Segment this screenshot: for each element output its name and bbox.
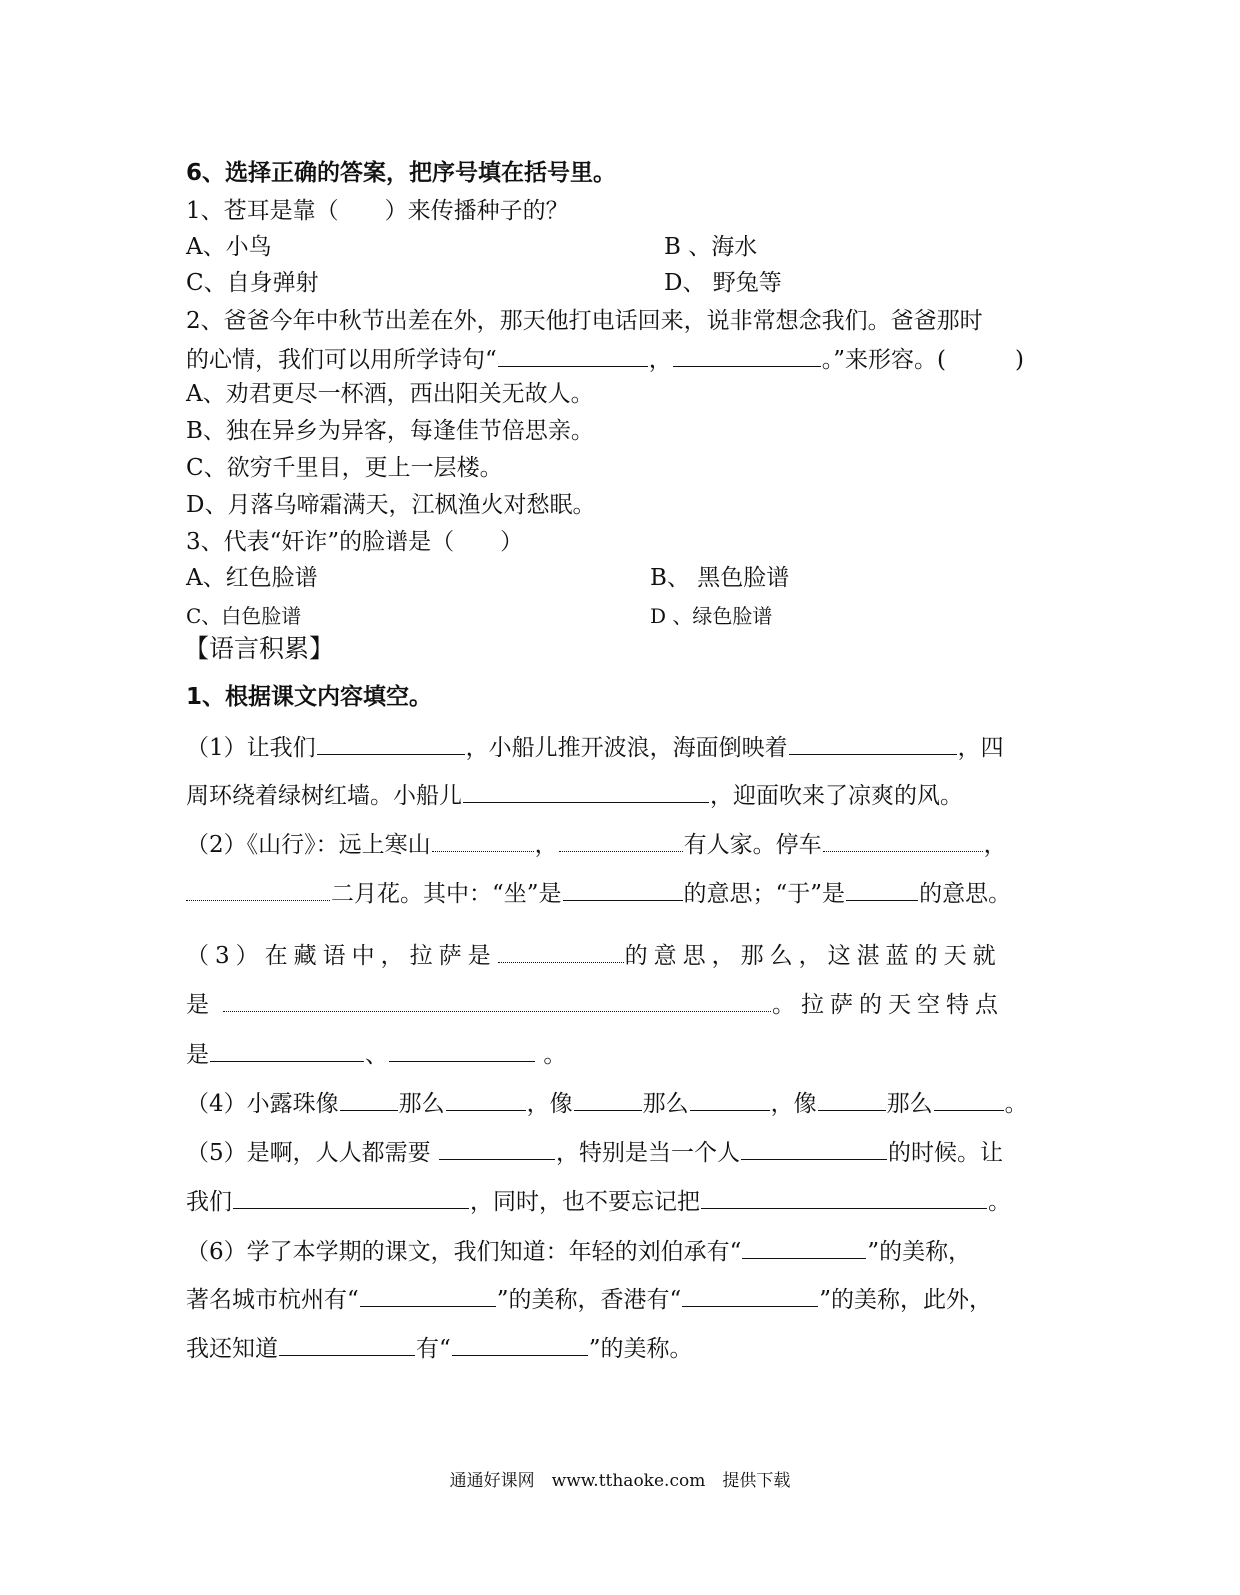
p5-text-c: 的时候。让 <box>887 1140 1003 1166</box>
p5-text-b: ，特别是当一个人 <box>555 1140 740 1166</box>
q2-blank-2[interactable] <box>673 342 821 367</box>
p3-blank-4[interactable] <box>389 1037 535 1062</box>
q3-option-a: A、红色脸谱 <box>186 565 318 591</box>
p4-blank-3[interactable] <box>574 1086 642 1111</box>
p3-line1 <box>186 938 1046 971</box>
p4-text-a: （4）小露珠像 <box>186 1091 339 1117</box>
p2-blank-1[interactable] <box>432 827 534 852</box>
p1-text-d: 周环绕着绿树红墙。小船儿 <box>186 783 462 809</box>
p5-line1 <box>186 1135 1046 1168</box>
p5-text-d: 我们 <box>186 1189 232 1215</box>
p3-blank-1[interactable] <box>498 938 624 963</box>
p4-text-d: 那么 <box>642 1091 689 1117</box>
p5-blank-2[interactable] <box>741 1135 887 1160</box>
p2-text-f: 的意思；“于”是 <box>683 881 846 907</box>
q1-option-c: C、自身弹射 <box>186 270 319 296</box>
p4-text-c: ，像 <box>526 1091 573 1117</box>
p6-blank-3[interactable] <box>682 1282 818 1307</box>
p5-text-a: （5）是啊，人人都需要 <box>186 1140 431 1166</box>
q3-option-c: C、白色脸谱 <box>186 604 302 628</box>
footer-credit: 通通好课网 www.tthaoke.com 提供下载 <box>449 1471 791 1491</box>
p2-text-a: （2）《山行》：远上寒山 <box>186 832 431 858</box>
p6-blank-1[interactable] <box>742 1234 866 1259</box>
p6-text-e: ”的美称，此外， <box>819 1287 993 1313</box>
p3-text-f: 、 <box>365 1042 388 1068</box>
p3-text-a: （3）在藏语中，拉萨是 <box>186 943 497 969</box>
q2-option-a: A、劝君更尽一杯酒，西出阳关无故人。 <box>186 381 594 407</box>
p5-blank-4[interactable] <box>701 1184 987 1209</box>
p2-line1 <box>186 827 1046 860</box>
p5-blank-1[interactable] <box>439 1135 555 1160</box>
p6-text-c: 著名城市杭州有“ <box>186 1287 359 1313</box>
p3-text-c: 是 <box>186 992 215 1018</box>
section-heading: 【语言积累】 <box>184 634 335 663</box>
q1-option-d: D、 野兔等 <box>664 270 782 296</box>
q1-option-a: A、小鸟 <box>186 234 272 260</box>
p2-text-c: 有人家。停车 <box>683 832 822 858</box>
p4-blank-2[interactable] <box>446 1086 526 1111</box>
p2-text-g: 的意思。 <box>919 881 1012 907</box>
p4-text-b: 那么 <box>398 1091 445 1117</box>
p4-text-f: 那么 <box>886 1091 933 1117</box>
p5-text-e: ，同时，也不要忘记把 <box>470 1189 700 1215</box>
p4-text-e: ，像 <box>770 1091 817 1117</box>
p3-line3 <box>186 1037 1046 1070</box>
q2-stem-line2 <box>186 342 1046 375</box>
p2-line2 <box>186 876 1046 909</box>
p5-blank-3[interactable] <box>233 1184 469 1209</box>
q1-option-b: B 、海水 <box>664 234 758 260</box>
p3-text-g: 。 <box>543 1042 567 1068</box>
p3-blank-2[interactable] <box>223 987 771 1012</box>
p5-line2 <box>186 1184 1046 1217</box>
p4-blank-6[interactable] <box>934 1086 1004 1111</box>
q2-blank-1[interactable] <box>498 342 648 367</box>
p1-text-a: （1）让我们 <box>186 735 316 761</box>
p3-text-b: 的意思，那么，这湛蓝的天就 <box>624 943 1002 969</box>
p4-text-g: 。 <box>1004 1091 1028 1117</box>
q3-option-d: D 、绿色脸谱 <box>650 604 773 628</box>
p4-blank-5[interactable] <box>818 1086 886 1111</box>
q3-option-b: B、 黑色脸谱 <box>650 565 790 591</box>
p6-text-b: ”的美称， <box>867 1239 972 1265</box>
p6-text-f: 我还知道 <box>186 1336 278 1362</box>
p3-line2 <box>186 987 1046 1020</box>
p6-line1 <box>186 1234 1046 1267</box>
p2-blank-2[interactable] <box>559 827 683 852</box>
p6-text-g: 有“ <box>416 1336 451 1362</box>
q2-stem-text: 的心情，我们可以用所学诗句“ <box>186 347 497 373</box>
p4-line <box>186 1086 1046 1119</box>
q2-stem-line1: 2、爸爸今年中秋节出差在外，那天他打电话回来，说非常想念我们。爸爸那时 <box>186 308 983 334</box>
q2-option-b: B、独在异乡为异客，每逢佳节倍思亲。 <box>186 418 594 444</box>
p2-text-d: ， <box>983 832 1007 858</box>
p5-text-f: 。 <box>988 1189 1011 1215</box>
p6-text-a: （6）学了本学期的课文，我们知道：年轻的刘伯承有“ <box>186 1239 742 1265</box>
p2-text-e: 二月花。其中：“坐”是 <box>331 881 562 907</box>
p6-blank-5[interactable] <box>452 1331 588 1356</box>
p2-blank-6[interactable] <box>846 876 918 901</box>
p1-blank-1[interactable] <box>317 730 465 755</box>
q2-option-c: C、欲穷千里目，更上一层楼。 <box>186 455 503 481</box>
p6-blank-4[interactable] <box>279 1331 415 1356</box>
q1-stem: 1、苍耳是靠（ ）来传播种子的？ <box>186 198 569 224</box>
q3-stem: 3、代表“奸诈”的脸谱是（ ） <box>186 529 524 555</box>
section6-title: 6、选择正确的答案，把序号填在括号里。 <box>186 160 617 186</box>
q2-comma: ， <box>648 347 672 373</box>
section-accum-title: 1、根据课文内容填空。 <box>186 684 433 710</box>
p4-blank-4[interactable] <box>690 1086 770 1111</box>
p6-blank-2[interactable] <box>360 1282 496 1307</box>
p1-text-b: ，小船儿推开波浪，海面倒映着 <box>465 735 788 761</box>
p2-text-b: ， <box>534 832 558 858</box>
p6-text-d: ”的美称，香港有“ <box>496 1287 682 1313</box>
p4-blank-1[interactable] <box>340 1086 398 1111</box>
p2-blank-5[interactable] <box>563 876 683 901</box>
p2-blank-4[interactable] <box>186 876 330 901</box>
p6-line2 <box>186 1282 1046 1315</box>
p2-blank-3[interactable] <box>823 827 983 852</box>
p1-text-e: ，迎面吹来了凉爽的风。 <box>710 783 963 809</box>
p1-line1 <box>186 730 1046 763</box>
p6-line3 <box>186 1331 1046 1364</box>
p1-blank-3[interactable] <box>463 778 709 803</box>
q2-option-d: D、月落乌啼霜满天，江枫渔火对愁眠。 <box>186 492 596 518</box>
p1-blank-2[interactable] <box>789 730 957 755</box>
q2-stem-end: 。”来形容。( ) <box>821 347 1024 373</box>
p6-text-h: ”的美称。 <box>588 1336 693 1362</box>
p1-line2 <box>186 778 1046 811</box>
p3-text-e: 是 <box>186 1042 209 1068</box>
p3-blank-3[interactable] <box>210 1037 364 1062</box>
p3-text-d: 。拉萨的天空特点 <box>772 992 1004 1018</box>
p1-text-c: ，四 <box>957 735 1004 761</box>
